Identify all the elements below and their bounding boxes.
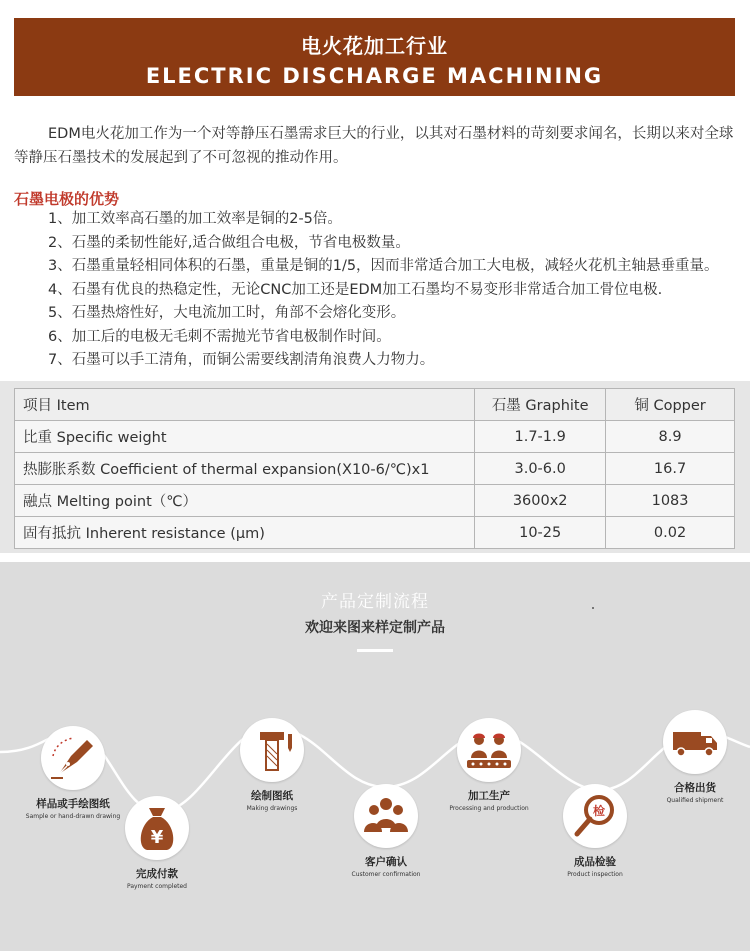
- drawing-icon: [240, 718, 304, 782]
- advantage-item: 3、石墨重量轻相同体积的石墨，重量是铜的1/5，因而非常适合加工大电极，减轻火花机主轴悬垂重量。: [48, 258, 719, 274]
- process-subtitle: 欢迎来图来样定制产品: [305, 620, 445, 636]
- step-label-en: Payment completed: [126, 883, 187, 890]
- step-label-cn: 加工生产: [468, 790, 510, 802]
- svg-text:¥: ¥: [150, 827, 164, 848]
- advantage-item: 2、石墨的柔韧性能好,适合做组合电极，节省电极数量。: [48, 234, 410, 251]
- step-circle: [240, 718, 304, 782]
- step-label-cn: 合格出货: [674, 782, 716, 794]
- cell-graphite: 3600x2: [475, 485, 606, 517]
- step-label-en: Sample or hand-drawn drawing: [25, 813, 121, 820]
- truck-icon: [663, 710, 727, 774]
- table-row: [15, 421, 735, 453]
- money-bag-icon: [125, 796, 189, 860]
- header-banner: [14, 18, 735, 96]
- step-label-en: Product inspection: [567, 871, 623, 878]
- process-step: [630, 710, 750, 804]
- spec-table-section: [0, 381, 750, 553]
- cell-graphite: 3.0-6.0: [475, 453, 606, 485]
- cell-item: 固有抵抗 Inherent resistance (μm): [15, 517, 475, 549]
- cell-item: 热膨胀系数 Coefficient of thermal expansion(X10-6/℃)x1: [15, 453, 475, 485]
- customers-icon: [354, 784, 418, 848]
- table-row: [15, 453, 735, 485]
- inspection-badge: 检: [592, 804, 606, 818]
- banner-title-en: ELECTRIC DISCHARGE MACHINING: [145, 64, 604, 88]
- advantage-item: 4、石墨有优良的热稳定性，无论CNC加工还是EDM加工石墨均不易变形非常适合加工骨位电极.: [48, 281, 663, 298]
- decor-dot: [592, 607, 594, 609]
- step-label-en: Making drawings: [246, 805, 298, 812]
- cell-copper: 8.9: [606, 421, 735, 453]
- process-step: [207, 718, 337, 812]
- cell-item: 融点 Melting point（℃）: [15, 485, 475, 517]
- header-copper: 铜 Copper: [606, 389, 735, 421]
- intro-paragraph: EDM电火花加工作为一个对等静压石墨需求巨大的行业，以其对石墨材料的苛刻要求闻名，长期以来对全球等静压石墨技术的发展起到了不可忽视的推动作用。: [14, 126, 734, 166]
- step-circle: [663, 710, 727, 774]
- advantages-title: 石墨电极的优势: [14, 190, 120, 208]
- step-label-cn: 完成付款: [136, 868, 178, 880]
- table-row: [15, 485, 735, 517]
- header-graphite: 石墨 Graphite: [475, 389, 606, 421]
- table-row: [15, 517, 735, 549]
- step-label-cn: 客户确认: [365, 856, 407, 868]
- step-label-en: Customer confirmation: [351, 871, 421, 878]
- advantage-item: 7、石墨可以手工清角，而铜公需要线割清角浪费人力物力。: [48, 352, 435, 368]
- step-circle: [41, 726, 105, 790]
- cell-copper: 16.7: [606, 453, 735, 485]
- process-section: [0, 562, 750, 951]
- step-circle: [563, 784, 627, 848]
- step-circle: [125, 796, 189, 860]
- step-label-cn: 成品检验: [574, 856, 616, 868]
- process-title: 产品定制流程: [321, 592, 429, 612]
- spec-table: [14, 388, 735, 549]
- step-circle: [354, 784, 418, 848]
- title-divider: [357, 649, 393, 652]
- step-circle: [457, 718, 521, 782]
- step-label-cn: 样品或手绘图纸: [36, 798, 110, 810]
- magnifier-icon: [563, 784, 627, 848]
- advantage-item: 6、加工后的电极无毛刺不需抛光节省电极制作时间。: [48, 328, 391, 345]
- banner-title-cn: 电火花加工行业: [301, 34, 448, 58]
- advantage-item: 5、石墨热熔性好，大电流加工时，角部不会熔化变形。: [48, 305, 406, 321]
- process-step: [92, 796, 222, 890]
- workers-icon: [457, 718, 521, 782]
- pen-nib-icon: [41, 726, 105, 790]
- cell-copper: 0.02: [606, 517, 735, 549]
- step-label-en: Qualified shipment: [666, 797, 724, 804]
- cell-copper: 1083: [606, 485, 735, 517]
- cell-item: 比重 Specific weight: [15, 421, 475, 453]
- advantages-list: [14, 208, 736, 373]
- cell-graphite: 10-25: [475, 517, 606, 549]
- table-header-row: [15, 389, 735, 421]
- step-label-en: Processing and production: [449, 805, 529, 812]
- cell-graphite: 1.7-1.9: [475, 421, 606, 453]
- header-item: 项目 Item: [15, 389, 475, 421]
- step-label-cn: 绘制图纸: [251, 790, 293, 802]
- advantage-item: 1、加工效率高石墨的加工效率是铜的2-5倍。: [48, 211, 342, 227]
